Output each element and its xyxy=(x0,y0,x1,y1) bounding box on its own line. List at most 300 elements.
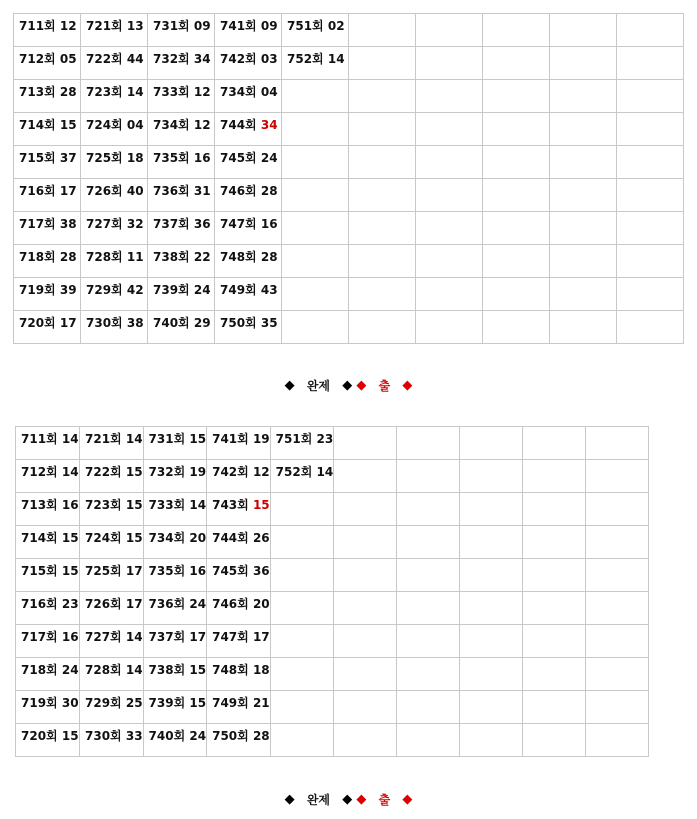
round-label: 737회 xyxy=(148,630,186,644)
table-cell xyxy=(81,245,148,278)
table-cell xyxy=(349,245,416,278)
round-label: 750회 xyxy=(212,729,249,743)
round-label: 715회 xyxy=(19,151,56,165)
table-cell xyxy=(143,658,207,691)
table-cell xyxy=(148,179,215,212)
table-cell xyxy=(523,559,586,592)
table-cell xyxy=(397,493,460,526)
round-label: 724회 xyxy=(86,118,123,132)
table-cell xyxy=(282,14,349,47)
round-label: 736회 xyxy=(148,597,186,611)
table-cell xyxy=(282,179,349,212)
table-cell xyxy=(80,658,144,691)
number-value: 16 xyxy=(61,498,79,512)
round-label: 724회 xyxy=(85,531,122,545)
caption-1 xyxy=(0,377,697,394)
table-cell xyxy=(143,526,207,559)
table-cell xyxy=(14,278,81,311)
table-cell xyxy=(14,146,81,179)
table-cell xyxy=(215,245,282,278)
table-cell xyxy=(16,526,80,559)
round-label: 714회 xyxy=(21,531,58,545)
number-value: 28 xyxy=(260,184,278,198)
table-cell xyxy=(416,80,483,113)
table-cell xyxy=(143,460,207,493)
number-value: 37 xyxy=(59,151,77,165)
round-label: 736회 xyxy=(153,184,190,198)
round-label: 712회 xyxy=(21,465,58,479)
table-cell xyxy=(207,493,271,526)
table-cell xyxy=(523,526,586,559)
table-cell xyxy=(80,493,144,526)
table-cell xyxy=(617,47,684,80)
number-value: 19 xyxy=(189,465,207,479)
number-value: 15 xyxy=(189,432,207,446)
red-diamond-icon: ◆ xyxy=(402,792,413,807)
table-cell xyxy=(523,460,586,493)
round-label: 734회 xyxy=(153,118,190,132)
table-cell xyxy=(586,493,649,526)
number-value: 32 xyxy=(126,217,144,231)
table-cell xyxy=(416,146,483,179)
table-cell xyxy=(207,658,271,691)
table-cell xyxy=(523,724,586,757)
table-cell xyxy=(215,311,282,344)
table-row xyxy=(14,179,684,212)
table-cell xyxy=(416,245,483,278)
table-cell xyxy=(334,658,397,691)
number-value: 38 xyxy=(59,217,77,231)
table-cell xyxy=(270,625,334,658)
lottery-table-2 xyxy=(15,426,649,757)
table-cell xyxy=(349,47,416,80)
table-cell xyxy=(270,559,334,592)
table-cell xyxy=(397,625,460,658)
number-value: 36 xyxy=(252,564,270,578)
table-cell xyxy=(334,493,397,526)
caption-1-label-out: 출 xyxy=(378,379,391,393)
table-row xyxy=(16,592,649,625)
table-cell xyxy=(148,146,215,179)
lottery-table-1 xyxy=(13,13,684,344)
number-value: 24 xyxy=(61,663,79,677)
table-cell xyxy=(397,691,460,724)
round-label: 719회 xyxy=(21,696,58,710)
table-cell xyxy=(617,80,684,113)
table-cell xyxy=(215,278,282,311)
round-label: 732회 xyxy=(153,52,190,66)
table-cell xyxy=(460,724,523,757)
table-cell xyxy=(460,592,523,625)
number-value: 16 xyxy=(193,151,211,165)
table-cell xyxy=(14,179,81,212)
table-cell xyxy=(81,146,148,179)
round-label: 717회 xyxy=(21,630,58,644)
number-value: 15 xyxy=(125,465,143,479)
number-value: 14 xyxy=(61,432,79,446)
black-diamond-icon: ◆ xyxy=(342,378,353,393)
caption-1-label-complete: 완제 xyxy=(306,379,331,393)
round-label: 752회 xyxy=(287,52,324,66)
table-cell xyxy=(416,113,483,146)
table-cell xyxy=(81,179,148,212)
number-value: 13 xyxy=(126,19,144,33)
round-label: 730회 xyxy=(85,729,122,743)
table-cell xyxy=(282,278,349,311)
table-cell xyxy=(483,179,550,212)
table-cell xyxy=(416,311,483,344)
number-value: 28 xyxy=(252,729,270,743)
table-cell xyxy=(550,179,617,212)
table-cell xyxy=(617,278,684,311)
table-cell xyxy=(483,245,550,278)
table-cell xyxy=(14,113,81,146)
table-row xyxy=(16,691,649,724)
table-cell xyxy=(14,245,81,278)
table-cell xyxy=(81,80,148,113)
table-cell xyxy=(16,559,80,592)
table-cell xyxy=(460,427,523,460)
round-label: 746회 xyxy=(220,184,257,198)
number-value: 38 xyxy=(126,316,144,330)
table-cell xyxy=(282,311,349,344)
table-cell xyxy=(270,724,334,757)
table-cell xyxy=(617,179,684,212)
caption-2 xyxy=(0,791,697,808)
number-value: 17 xyxy=(59,316,77,330)
number-value: 02 xyxy=(327,19,345,33)
round-label: 734회 xyxy=(220,85,257,99)
table-cell xyxy=(81,113,148,146)
number-value: 05 xyxy=(59,52,77,66)
table-cell xyxy=(270,592,334,625)
number-value: 17 xyxy=(59,184,77,198)
round-label: 735회 xyxy=(153,151,190,165)
round-label: 715회 xyxy=(21,564,58,578)
number-value: 43 xyxy=(260,283,278,297)
table-cell xyxy=(349,14,416,47)
table-cell xyxy=(397,526,460,559)
table-cell xyxy=(550,146,617,179)
table-cell xyxy=(334,559,397,592)
number-value: 11 xyxy=(126,250,144,264)
table-row xyxy=(14,47,684,80)
number-value: 28 xyxy=(59,250,77,264)
number-value: 40 xyxy=(126,184,144,198)
table-row xyxy=(14,212,684,245)
round-label: 729회 xyxy=(86,283,123,297)
round-label: 716회 xyxy=(21,597,58,611)
table-cell xyxy=(80,460,144,493)
round-label: 720회 xyxy=(19,316,56,330)
round-label: 738회 xyxy=(148,663,186,677)
table-cell xyxy=(16,691,80,724)
number-value: 23 xyxy=(61,597,79,611)
round-label: 726회 xyxy=(86,184,123,198)
number-value: 15 xyxy=(61,531,79,545)
table-cell xyxy=(586,427,649,460)
table-cell xyxy=(143,427,207,460)
round-label: 735회 xyxy=(148,564,186,578)
table-cell xyxy=(416,212,483,245)
number-value: 15 xyxy=(189,663,207,677)
round-label: 749회 xyxy=(212,696,249,710)
table-cell xyxy=(483,113,550,146)
table-cell xyxy=(207,427,271,460)
table-row xyxy=(16,427,649,460)
round-label: 728회 xyxy=(85,663,122,677)
table-cell xyxy=(586,658,649,691)
table-cell xyxy=(143,691,207,724)
table-cell xyxy=(460,625,523,658)
round-label: 743회 xyxy=(212,498,249,512)
round-label: 745회 xyxy=(212,564,249,578)
round-label: 746회 xyxy=(212,597,249,611)
number-value: 15 xyxy=(125,498,143,512)
round-label: 748회 xyxy=(220,250,257,264)
table-cell xyxy=(397,559,460,592)
table-cell xyxy=(523,427,586,460)
table-cell xyxy=(334,427,397,460)
table-cell xyxy=(207,559,271,592)
table-cell xyxy=(81,14,148,47)
number-value: 16 xyxy=(61,630,79,644)
red-diamond-icon: ◆ xyxy=(356,792,367,807)
number-value: 14 xyxy=(125,432,143,446)
round-label: 750회 xyxy=(220,316,257,330)
table-cell xyxy=(349,113,416,146)
round-label: 713회 xyxy=(19,85,56,99)
table-row xyxy=(16,724,649,757)
table-cell xyxy=(270,658,334,691)
round-label: 721회 xyxy=(85,432,122,446)
round-label: 725회 xyxy=(86,151,123,165)
table-row xyxy=(16,526,649,559)
table-row xyxy=(16,493,649,526)
table-row xyxy=(16,625,649,658)
table-row xyxy=(16,658,649,691)
table-cell xyxy=(81,47,148,80)
table-cell xyxy=(483,14,550,47)
table-cell xyxy=(460,526,523,559)
table-cell xyxy=(14,47,81,80)
number-value: 24 xyxy=(193,283,211,297)
number-value: 23 xyxy=(316,432,334,446)
number-value: 31 xyxy=(193,184,211,198)
number-value: 14 xyxy=(316,465,334,479)
table-cell xyxy=(586,691,649,724)
table-cell xyxy=(148,245,215,278)
round-label: 731회 xyxy=(153,19,190,33)
table-cell xyxy=(483,212,550,245)
round-label: 713회 xyxy=(21,498,58,512)
table-cell xyxy=(207,724,271,757)
table-row xyxy=(16,559,649,592)
number-value: 24 xyxy=(189,597,207,611)
number-value: 14 xyxy=(126,85,144,99)
number-value: 15 xyxy=(61,729,79,743)
table-cell xyxy=(523,658,586,691)
round-label: 720회 xyxy=(21,729,58,743)
round-label: 711회 xyxy=(19,19,56,33)
round-label: 714회 xyxy=(19,118,56,132)
table-cell xyxy=(349,179,416,212)
number-value: 17 xyxy=(252,630,270,644)
number-value: 20 xyxy=(252,597,270,611)
table-cell xyxy=(80,625,144,658)
table-cell xyxy=(349,311,416,344)
table-cell xyxy=(207,592,271,625)
table-cell xyxy=(143,493,207,526)
round-label: 744회 xyxy=(220,118,257,132)
table-cell xyxy=(215,80,282,113)
number-value: 04 xyxy=(126,118,144,132)
table-cell xyxy=(16,427,80,460)
round-label: 711회 xyxy=(21,432,58,446)
table-cell xyxy=(282,212,349,245)
table-cell xyxy=(215,47,282,80)
round-label: 732회 xyxy=(148,465,186,479)
table-cell xyxy=(207,460,271,493)
number-value: 12 xyxy=(193,118,211,132)
round-label: 749회 xyxy=(220,283,257,297)
number-value: 25 xyxy=(125,696,143,710)
table-cell xyxy=(207,526,271,559)
table-cell xyxy=(617,113,684,146)
table-cell xyxy=(586,592,649,625)
number-value: 14 xyxy=(61,465,79,479)
table-cell xyxy=(460,658,523,691)
number-value: 28 xyxy=(59,85,77,99)
table-cell xyxy=(334,724,397,757)
table-cell xyxy=(397,592,460,625)
table-row xyxy=(14,245,684,278)
round-label: 741회 xyxy=(220,19,257,33)
table-cell xyxy=(397,724,460,757)
lottery-table-2-body xyxy=(16,427,649,757)
round-label: 738회 xyxy=(153,250,190,264)
number-value: 14 xyxy=(125,663,143,677)
table-cell xyxy=(416,179,483,212)
table-cell xyxy=(550,47,617,80)
table-cell xyxy=(143,559,207,592)
table-cell xyxy=(586,625,649,658)
table-cell xyxy=(16,658,80,691)
number-value: 17 xyxy=(125,564,143,578)
table-cell xyxy=(334,625,397,658)
round-label: 718회 xyxy=(21,663,58,677)
round-label: 717회 xyxy=(19,217,56,231)
table-cell xyxy=(16,493,80,526)
table-cell xyxy=(14,14,81,47)
number-value: 28 xyxy=(260,250,278,264)
number-value: 36 xyxy=(193,217,211,231)
number-value: 14 xyxy=(327,52,345,66)
table-cell xyxy=(270,493,334,526)
table-cell xyxy=(460,691,523,724)
table-cell xyxy=(617,14,684,47)
number-value: 24 xyxy=(189,729,207,743)
round-label: 722회 xyxy=(86,52,123,66)
red-diamond-icon: ◆ xyxy=(402,378,413,393)
number-value: 12 xyxy=(193,85,211,99)
table-cell xyxy=(416,278,483,311)
round-label: 723회 xyxy=(86,85,123,99)
number-value: 24 xyxy=(260,151,278,165)
number-value: 21 xyxy=(252,696,270,710)
number-value: 09 xyxy=(260,19,278,33)
table-row xyxy=(14,278,684,311)
table-cell xyxy=(550,278,617,311)
table-cell xyxy=(81,311,148,344)
number-value: 33 xyxy=(125,729,143,743)
round-label: 737회 xyxy=(153,217,190,231)
table-cell xyxy=(334,592,397,625)
number-value: 42 xyxy=(126,283,144,297)
table-cell xyxy=(80,427,144,460)
number-value: 12 xyxy=(252,465,270,479)
table-cell xyxy=(80,724,144,757)
table-cell xyxy=(143,625,207,658)
table-cell xyxy=(215,113,282,146)
round-label: 733회 xyxy=(153,85,190,99)
round-label: 730회 xyxy=(86,316,123,330)
round-label: 726회 xyxy=(85,597,122,611)
table-cell xyxy=(148,14,215,47)
table-cell xyxy=(523,691,586,724)
number-value: 15 xyxy=(125,531,143,545)
table-cell xyxy=(270,526,334,559)
number-value: 19 xyxy=(252,432,270,446)
round-label: 718회 xyxy=(19,250,56,264)
table-cell xyxy=(586,559,649,592)
table-cell xyxy=(148,311,215,344)
number-value: 22 xyxy=(193,250,211,264)
number-value: 15 xyxy=(189,696,207,710)
table-cell xyxy=(14,212,81,245)
table-row xyxy=(14,14,684,47)
table-cell xyxy=(334,460,397,493)
table-cell xyxy=(586,724,649,757)
table-cell xyxy=(349,80,416,113)
number-value: 44 xyxy=(126,52,144,66)
table-cell xyxy=(550,245,617,278)
caption-2-label-complete: 완제 xyxy=(306,793,331,807)
table-cell xyxy=(483,146,550,179)
number-value: 17 xyxy=(125,597,143,611)
table-cell xyxy=(550,212,617,245)
number-value: 14 xyxy=(189,498,207,512)
number-value: 15 xyxy=(252,498,270,512)
round-label: 747회 xyxy=(212,630,249,644)
number-value: 18 xyxy=(126,151,144,165)
table-cell xyxy=(270,460,334,493)
table-cell xyxy=(148,47,215,80)
table-cell xyxy=(617,212,684,245)
number-value: 15 xyxy=(59,118,77,132)
round-label: 742회 xyxy=(212,465,249,479)
table-row xyxy=(14,146,684,179)
round-label: 712회 xyxy=(19,52,56,66)
table-cell xyxy=(81,212,148,245)
number-value: 35 xyxy=(260,316,278,330)
table-cell xyxy=(80,691,144,724)
number-value: 20 xyxy=(189,531,207,545)
table-cell xyxy=(270,427,334,460)
number-value: 03 xyxy=(260,52,278,66)
table-cell xyxy=(148,212,215,245)
number-value: 16 xyxy=(189,564,207,578)
